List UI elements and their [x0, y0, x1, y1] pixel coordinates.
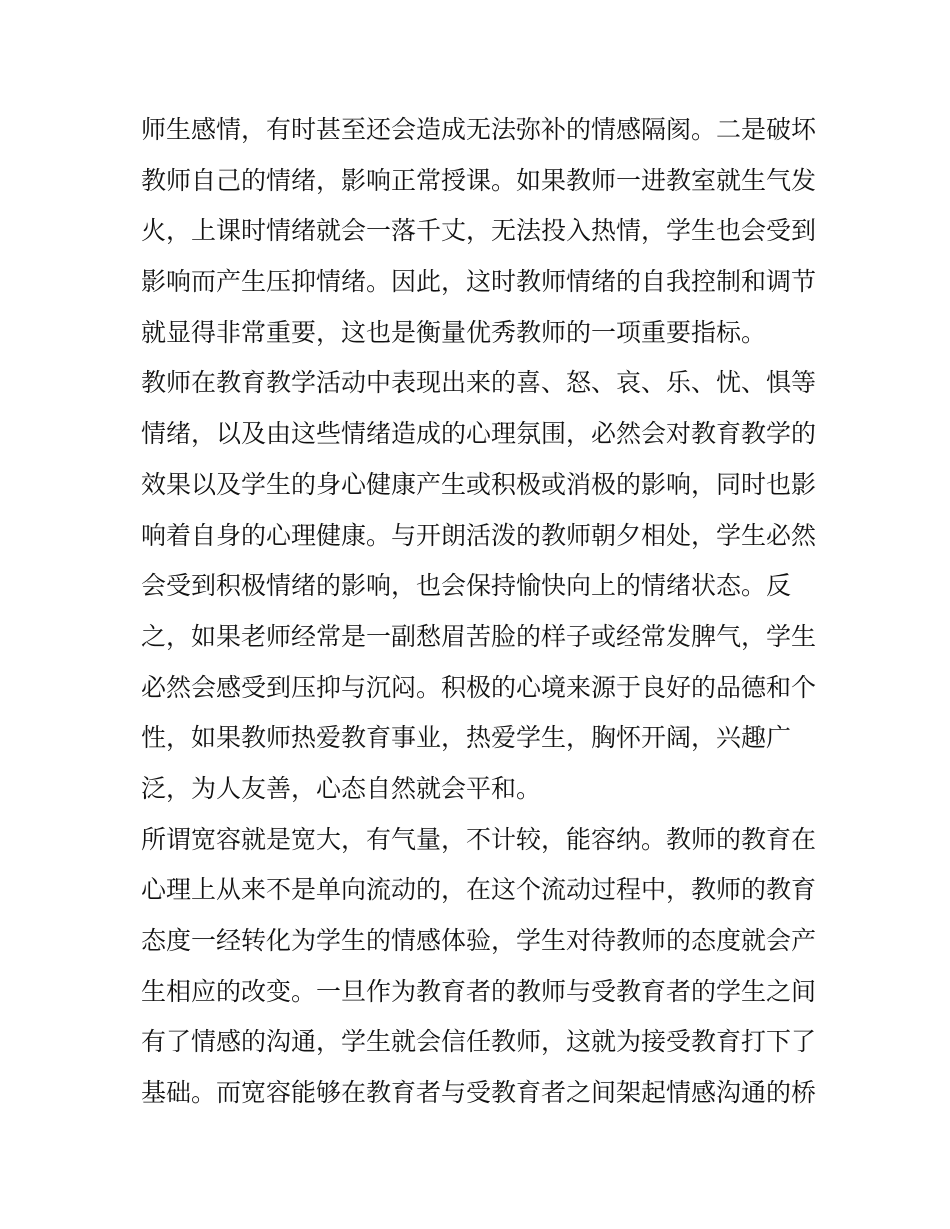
text-line: 必然会感受到压抑与沉闷。积极的心境来源于良好的品德和个	[141, 672, 817, 702]
document-body	[141, 105, 821, 1119]
text-line: 性，如果教师热爱教育事业，热爱学生，胸怀开阔，兴趣广	[141, 723, 792, 753]
text-line: 会受到积极情绪的影响，也会保持愉快向上的情绪状态。反	[141, 571, 792, 601]
text-line: 生相应的改变。一旦作为教育者的教师与受教育者的学生之间	[141, 976, 817, 1006]
text-line: 就显得非常重要，这也是衡量优秀教师的一项重要指标。	[141, 317, 767, 347]
text-line: 教师在教育教学活动中表现出来的喜、怒、哀、乐、忧、惧等	[141, 368, 817, 398]
text-line: 基础。而宽容能够在教育者与受教育者之间架起情感沟通的桥	[141, 1078, 817, 1108]
text-line: 火，上课时情绪就会一落千丈，无法投入热情，学生也会受到	[141, 216, 817, 246]
text-line: 响着自身的心理健康。与开朗活泼的教师朝夕相处，学生必然	[141, 520, 817, 550]
text-line: 泛，为人友善，心态自然就会平和。	[141, 773, 542, 803]
text-line: 师生感情，有时甚至还会造成无法弥补的情感隔阂。二是破坏	[141, 115, 817, 144]
text-line: 情绪，以及由这些情绪造成的心理氛围，必然会对教育教学的	[141, 419, 817, 449]
text-line: 心理上从来不是单向流动的，在这个流动过程中，教师的教育	[141, 875, 817, 905]
text-line: 态度一经转化为学生的情感体验，学生对待教师的态度就会产	[141, 926, 817, 955]
text-line: 影响而产生压抑情绪。因此，这时教师情绪的自我控制和调节	[141, 267, 817, 297]
text-line: 所谓宽容就是宽大，有气量，不计较，能容纳。教师的教育在	[141, 824, 817, 854]
text-line: 教师自己的情绪，影响正常授课。如果教师一进教室就生气发	[141, 165, 817, 195]
text-line: 有了情感的沟通，学生就会信任教师，这就为接受教育打下了	[141, 1027, 817, 1057]
text-line: 之，如果老师经常是一副愁眉苦脸的样子或经常发脾气，学生	[141, 621, 817, 651]
text-line: 效果以及学生的身心健康产生或积极或消极的影响，同时也影	[141, 469, 817, 499]
